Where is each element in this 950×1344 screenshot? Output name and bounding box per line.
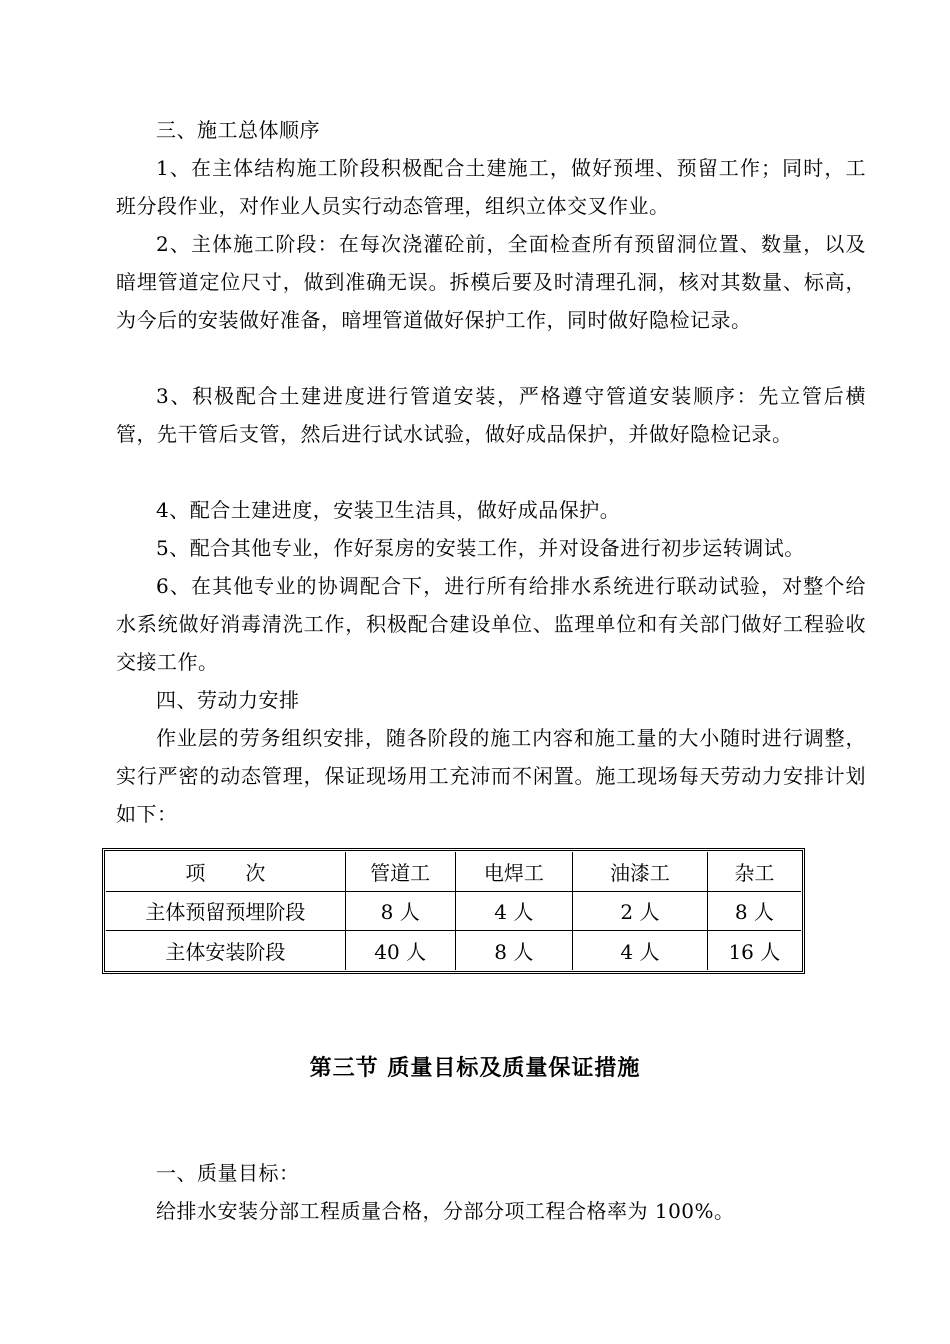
section-heading-construction-order: 三、施工总体顺序 [156,118,320,142]
table-cell: 4 人 [573,931,708,970]
table-header-cell: 杂工 [707,852,801,891]
table-row [106,931,801,970]
paragraph-item-5: 5、配合其他专业，作好泵房的安装工作，并对设备进行初步运转调试。 [156,536,805,560]
section-title: 第三节 质量目标及质量保证措施 [309,1056,641,1081]
table-row [106,891,801,931]
section-heading-quality-goal: 一、质量目标： [156,1161,300,1185]
table-header-cell: 电焊工 [455,852,573,891]
paragraph-item-2: 2、主体施工阶段：在每次浇灌砼前，全面检查所有预留洞位置、数量，以及暗埋管道定位尺寸，做到准确无误。拆模后要及时清理孔洞，核对其数量、标高，为今后的安装做好准备，暗埋管道做好保护工作，同时做好隐检记录。 [116,232,866,332]
labor-table [102,848,805,974]
table-header-row [106,852,801,891]
paragraph-item-6: 6、在其他专业的协调配合下，进行所有给排水系统进行联动试验，对整个给水系统做好消毒清洗工作，积极配合建设单位、监理单位和有关部门做好工程验收交接工作。 [116,574,866,674]
table-cell: 8 人 [455,931,573,970]
table-cell: 8 人 [345,891,455,931]
table-cell: 40 人 [345,931,455,970]
paragraph-item-3: 3、积极配合土建进度进行管道安装，严格遵守管道安装顺序：先立管后横管，先干管后支管，然后进行试水试验，做好成品保护，并做好隐检记录。 [116,384,866,446]
table-cell: 2 人 [573,891,708,931]
table-header-cell: 项 次 [106,852,345,891]
table-cell: 16 人 [707,931,801,970]
table-cell: 主体安装阶段 [106,931,345,970]
table-cell: 4 人 [455,891,573,931]
table-cell: 主体预留预埋阶段 [106,891,345,931]
paragraph-item-4: 4、配合土建进度，安装卫生洁具，做好成品保护。 [156,498,621,522]
paragraph-quality-goal: 给排水安装分部工程质量合格，分部分项工程合格率为 100%。 [156,1199,735,1223]
paragraph-item-1: 1、在主体结构施工阶段积极配合土建施工，做好预埋、预留工作；同时，工班分段作业，对作业人员实行动态管理，组织立体交叉作业。 [116,156,866,218]
table-header-cell: 管道工 [345,852,455,891]
table-header-cell: 油漆工 [573,852,708,891]
section-heading-labor: 四、劳动力安排 [156,688,300,712]
table-cell: 8 人 [707,891,801,931]
paragraph-labor-intro: 作业层的劳务组织安排，随各阶段的施工内容和施工量的大小随时进行调整，实行严密的动态管理，保证现场用工充沛而不闲置。施工现场每天劳动力安排计划如下： [116,726,866,826]
